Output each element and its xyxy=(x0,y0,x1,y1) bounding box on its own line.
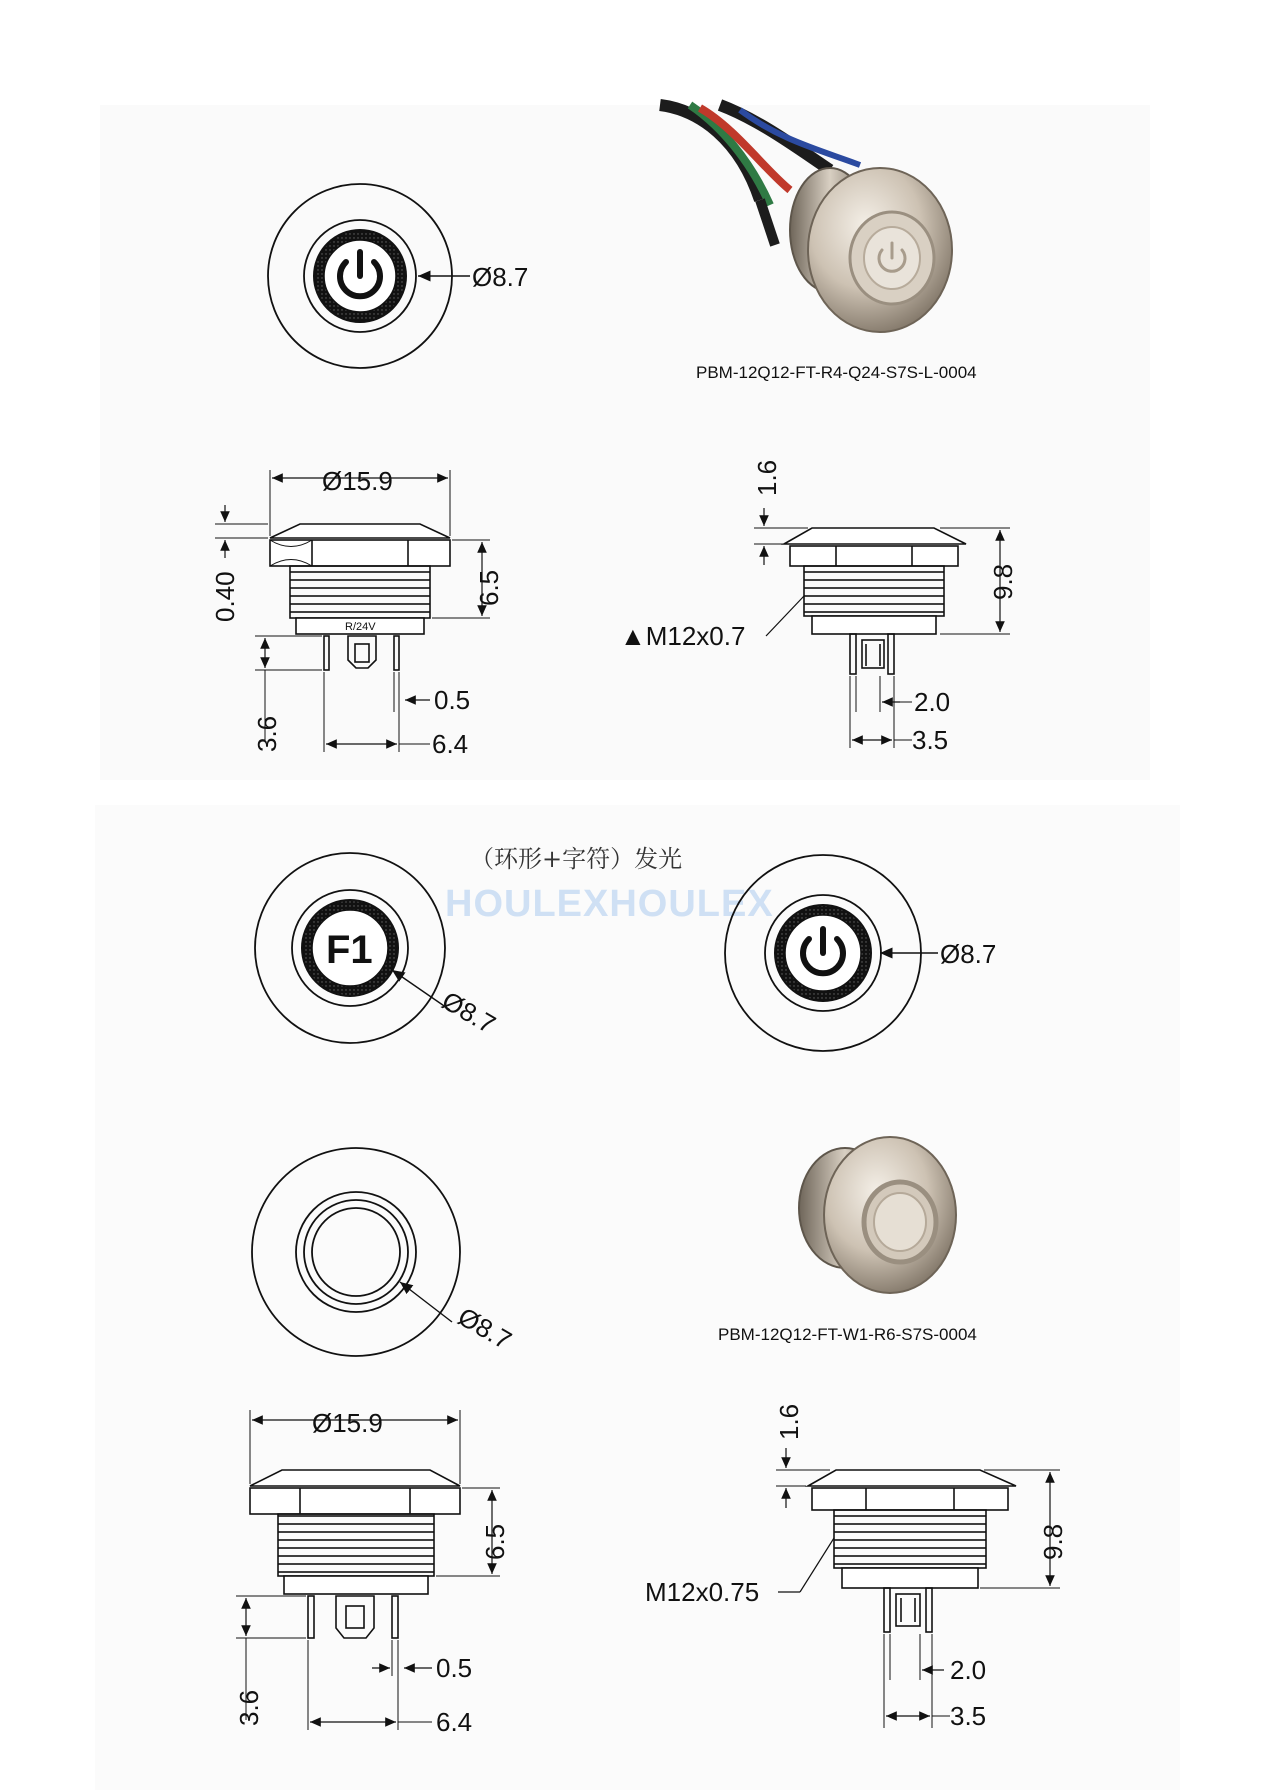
top-left-thread-height-label: 6.5 xyxy=(474,569,504,606)
bottom-left-diameter-label: Ø15.9 xyxy=(312,1408,383,1438)
bottom-right-pin-span-label: 3.5 xyxy=(950,1701,987,1731)
top-left-voltage-marking: R/24V xyxy=(345,621,376,633)
top-left-diameter-label: Ø15.9 xyxy=(322,466,393,496)
top-part-number: PBM-12Q12-FT-R4-Q24-S7S-L-0004 xyxy=(696,363,977,382)
top-left-pin-length-label: 3.6 xyxy=(252,715,282,752)
bottom-right-total-height-label: 9.8 xyxy=(1038,1523,1068,1560)
bottom-left-pin-width-label: 0.5 xyxy=(436,1653,473,1683)
top-left-thickness-label: 0.40 xyxy=(210,571,240,622)
top-front-diameter-label: Ø8.7 xyxy=(472,262,529,292)
panel-backgrounds xyxy=(95,105,1180,1790)
bottom-part-number: PBM-12Q12-FT-W1-R6-S7S-0004 xyxy=(718,1325,977,1344)
f1-diameter-label: Ø8.7 xyxy=(437,985,501,1040)
bottom-left-thread-height-label: 6.5 xyxy=(480,1523,510,1560)
f1-symbol-text: F1 xyxy=(326,928,373,972)
top-right-total-height-label: 9.8 xyxy=(988,563,1018,600)
bottom-front-diameter-label: Ø8.7 xyxy=(453,1301,517,1356)
power-view-diameter-label: Ø8.7 xyxy=(940,939,997,969)
top-right-head-height-label: 1.6 xyxy=(752,459,782,496)
bottom-right-head-height-label: 1.6 xyxy=(774,1403,804,1440)
top-right-pin-span-label: 3.5 xyxy=(912,725,949,755)
illumination-caption: （环形+字符）发光 xyxy=(470,845,683,873)
brand-watermark: HOULEXHOULEX xyxy=(445,883,774,925)
bottom-right-thread-label: M12x0.75 xyxy=(645,1577,760,1607)
bottom-left-pin-length-label: 3.6 xyxy=(234,1689,264,1726)
bottom-left-pin-span-label: 6.4 xyxy=(436,1707,473,1737)
bottom-right-pin-gap-label: 2.0 xyxy=(950,1655,987,1685)
top-left-pin-width-label: 0.5 xyxy=(434,685,471,715)
top-right-pin-gap-label: 2.0 xyxy=(914,687,951,717)
top-left-pin-span-label: 6.4 xyxy=(432,729,469,759)
top-right-thread-label: ▲M12x0.7 xyxy=(620,621,746,651)
